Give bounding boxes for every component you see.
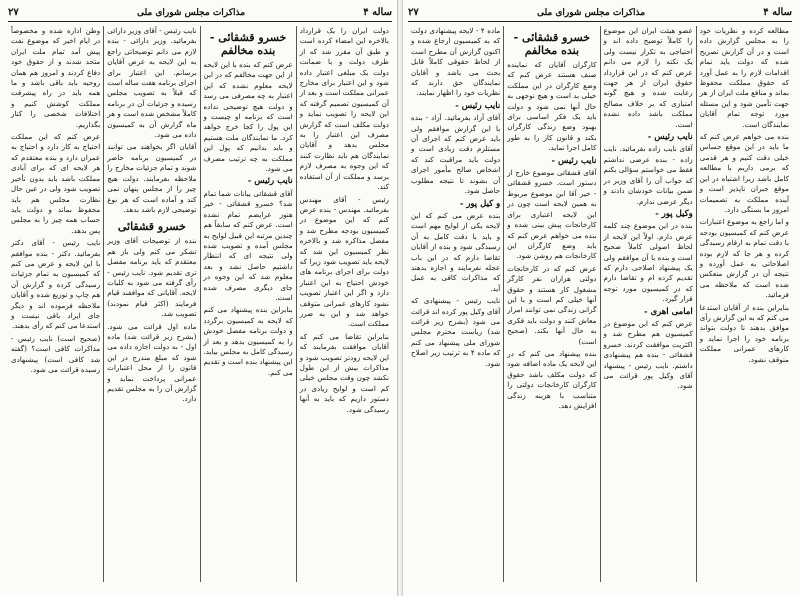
right-page-columns bbox=[408, 26, 792, 582]
speaker-label: و کیل پور - bbox=[459, 198, 501, 209]
speaker-line bbox=[604, 307, 693, 317]
speaker-heading: خسرو قشقائی - بنده مخالفم bbox=[513, 31, 591, 57]
paragraph: و اما راجع به موضوع اعتبارات عرض کنم که کمیسیون بودجه با دقت تمام به ارقام رسیدگی کرده و هر جا که لازم بوده اصلاحاتی به عمل آورده و نتیجه آن در گزارش منعکس شده است که ملاحظه می فرمائید. bbox=[699, 217, 789, 300]
paragraph: (صحیح است) نایب رئیس - مذاکرات کافی است؟ (گفته شد کافی است) پیشنهادی رسیده قرائت می شود. bbox=[11, 333, 101, 374]
speaker-label: نایب رئیس - bbox=[455, 100, 501, 111]
text-column bbox=[408, 26, 504, 582]
paragraph: نایب رئیس - آقای وزیر دارائی بفرمائید. وزیر دارائی - بنده لازم می دانم توضیحاتی راجع به این لایحه به عرض آقایان برسانم. این اعتبار برای اجرای برنامه هفت ساله است که قبلاً به تصویب مجلس رسیده و جزئیات آن در برنامه کاملاً مشخص شده است و هر ماه گزارش آن به کمیسیون داده می شود. bbox=[107, 26, 197, 140]
right-page-title: مذاکرات مجلس شورای ملی bbox=[536, 7, 646, 18]
paragraph: ماده ۴ - لایحه پیشنهادی دولت که به کمیسیون ارجاع شده و اکنون گزارش آن مطرح است از لحاظ حقوقی کاملاً قابل بحث می باشد و آقایان نمایندگان حق دارند که نظریات خود را اظهار نمایند. bbox=[411, 26, 501, 98]
speaker-line bbox=[411, 199, 500, 209]
speaker-label: نایب رئیس - bbox=[647, 132, 693, 143]
text-column bbox=[697, 26, 792, 582]
left-page-label: ساله ۴ bbox=[363, 7, 392, 18]
speaker-line bbox=[204, 176, 293, 186]
paragraph: آقای نایب زاده بفرمائید. نایب زاده - بنده عرضی نداشتم فقط می خواستم سؤالی بکنم که جواب آن را آقای وزیر در ضمن بیانات خودشان دادند و دیگر عرضی ندارم. bbox=[603, 144, 693, 206]
paragraph: بنده عرض می کنم که این لایحه یکی از لوایح مهم است و باید با دقت کامل به آن رسیدگی شود و بنده از آقایان تقاضا دارم که در این باب عجله نفرمایند و اجازه بدهند که مذاکرات کافی به عمل آید. bbox=[411, 210, 501, 293]
text-column bbox=[297, 26, 392, 582]
text-column bbox=[104, 26, 200, 582]
speaker-line bbox=[411, 101, 500, 111]
paragraph: عرض کنم که این مملکت احتیاج به کار دارد و احتیاج به عمران دارد و بنده معتقدم که هر لایحه ای که برای آبادی مملکت باشد باید بدون تأخیر تصویب شود ولی در عین حال نظارت مجلس هم باید محفوظ بماند و دولت باید حساب همه چیز را به مجلس پس بدهد. bbox=[11, 132, 101, 235]
paragraph: بنابراین بنده از آقایان استدعا می کنم که به این گزارش رأی موافق بدهند تا دولت بتواند برنامه خود را اجرا نماید و کارهای عمرانی مملکت متوقف نشود. bbox=[699, 302, 789, 364]
paragraph: آقای آزاد بفرمائید. آزاد - بنده با این گزارش موافقم ولی باید عرض کنم که اجرای آن مستلزم دقت زیادی است و دولت باید مراقبت کند که اشخاص صالح مأمور اجرای آن بشوند تا نتیجه مطلوب حاصل شود. bbox=[411, 113, 501, 196]
speaker-line bbox=[507, 156, 596, 166]
paragraph: عرض کنم که این موضوع در کمیسیون هم مطرح شد و اکثریت موافقت کردند. خسرو قشقائی - بنده هم پیشنهادی داشتم. نایب رئیس - پیشنهاد آقای وکیل پور قرائت می شود. bbox=[603, 318, 693, 391]
speaker-heading: خسرو قشقائی - بنده مخالفم bbox=[209, 31, 287, 57]
speaker-line bbox=[604, 209, 693, 219]
left-page-number: ۲۷ bbox=[8, 7, 19, 18]
paragraph: بنده در این موضوع چند کلمه عرض دارم. اولاً این لایحه از لحاظ اصولی کاملاً صحیح است و بنده با آن موافقم ولی یک پیشنهاد اصلاحی دارم که تقدیم کرده ام و تقاضا دارم که در کمیسیون مورد توجه قرار گیرد. bbox=[603, 221, 693, 304]
left-page-title: مذاکرات مجلس شورای ملی bbox=[136, 7, 246, 18]
paragraph: ماده اول قرائت می شود. (بشرح زیر قرائت شد) ماده اول - به دولت اجازه داده می شود که مبلغ مندرج در این قانون را از محل اعتبارات عمرانی پرداخت نماید و گزارش آن را به مجلس تقدیم دارد. bbox=[107, 321, 197, 404]
right-page-number: ۲۷ bbox=[408, 7, 419, 18]
speaker-line bbox=[604, 132, 693, 142]
speaker-label: نایب رئیس - bbox=[247, 176, 293, 187]
text-column bbox=[504, 26, 600, 582]
paragraph: آقایان اگر بخواهند می توانند در کمیسیون برنامه حاضر شوند و تمام جزئیات مخارج را ملاحظه بفرمایند. دولت هیچ چیز را از مجلس پنهان نمی کند و آماده است که هر نوع توضیحی لازم باشد بدهد. bbox=[107, 142, 197, 214]
left-page-header bbox=[8, 4, 392, 22]
paragraph: عرض کنم که بنده با این لایحه از این جهت مخالفم که در این لایحه معلوم نشده که این اعتبار به چه مصرفی می رسد و دولت هیچ توضیحی نداده است که برنامه او چیست و این پول را کجا خرج خواهد کرد. ما نمایندگان ملت هستیم و باید بدانیم که پول این مملکت به چه ترتیب مصرف می شود. bbox=[203, 60, 293, 174]
paragraph: عضو هیئت ایران این موضوع را کاملاً توضیح داده اند و احتیاجی به تکرار نیست ولی یک نکته را لازم می دانم عرض کنم که در این قرارداد حقوق ایران از هر جهت رعایت شده و هیچ گونه امتیازی که بر خلاف مصالح مملکت باشد داده نشده است. bbox=[603, 26, 693, 129]
text-column bbox=[201, 26, 297, 582]
paragraph: بنابراین تقاضا می کنم که آقایان موافقت بفرمایند که این لایحه زودتر تصویب شود و مذاکرات بیش از این طول نکشد چون وقت مجلس خیلی کم است و لوایح زیادی در دستور داریم که باید به آنها رسیدگی شود. bbox=[299, 331, 389, 414]
speaker-heading: خسرو قشقائی bbox=[117, 220, 186, 234]
paragraph: دولت ایران را یک قرارداد بالاخره این امضاء کرده است و طبق آن مقرر شد که از طرف دولت و با ضمانت دولت یک مبلغی اعتبار داده شود و این اعتبار برای مخارج عمرانی مملکت است و بعد از آن کمیسیون تصمیم گرفته که این لایحه را تصویب نماید و دولت مکلف است که گزارش مصرف این اعتبار را به مجلس بدهد و آقایان نمایندگان هم باید نظارت کنند که این وجوه به مصرف لازم برسد و مملکت از آن استفاده کند. bbox=[299, 26, 389, 192]
left-page-columns bbox=[8, 26, 392, 582]
paragraph: مطالعه کرده و نظریات خود را به مجلس گزارش داده است و در آن گزارش تصریح شده که دولت باید تمام اقدامات لازم را به عمل آورد که حقوق مملکت محفوظ بماند و منافع ملت ایران از هر جهت تأمین شود و این مسئله مورد توجه تمام آقایان نمایندگان است. bbox=[699, 26, 789, 129]
paragraph: بنده می خواهم عرض کنم که ما باید در این موقع حساس خیلی دقت کنیم و هر قدمی که برمی داریم با مطالعه کامل باشد زیرا اشتباه در این موقع جبران ناپذیر است و آینده مملکت به تصمیمات امروز ما بستگی دارد. bbox=[699, 132, 789, 214]
paragraph: بنده از توضیحات آقای وزیر تشکر می کنم ولی باز هم معتقدم که باید برنامه مفصل تری تقدیم شود. نایب رئیس - رأی گرفته می شود به کلیات لایحه. آقایانی که موافقند قیام فرمایند (اکثر قیام نمودند) تصویب شد. bbox=[107, 236, 197, 319]
right-page-label: ساله ۴ bbox=[763, 7, 792, 18]
text-column bbox=[601, 26, 697, 582]
paragraph: آقای قشقائی موضوع خارج از دستور است. خسرو قشقائی - خیر آقا این موضوع مربوط به همین لایحه است چون در این لایحه اعتباری برای کارخانجات پیش بینی شده و بنده می خواهم عرض کنم که باید وضع کارگران این کارخانجات هم روشن شود. bbox=[507, 168, 597, 261]
paragraph: نایب رئیس - آقای دکتر بفرمائید. دکتر - بنده موافقم با این لایحه و عرض می کنم که کمیسیون به تمام جزئیات رسیدگی کرده و گزارش آن هم چاپ و توزیع شده و آقایان ملاحظه فرموده اند و دیگر جای ایراد باقی نیست و استدعا می کنم که رأی بدهند. bbox=[11, 238, 101, 331]
right-page bbox=[400, 0, 800, 596]
paragraph: وطن اداره شده و مخصوصاً در ایام اخیر که موضوع نفت پیش آمد تمام ملت ایران متحد شدند و از حقوق خود دفاع کردند و امروز هم همان روحیه باید باقی باشد و ما همه باید در راه پیشرفت مملکت کوشش کنیم و اختلافات شخصی را کنار بگذاریم. bbox=[11, 26, 101, 129]
book-spine bbox=[397, 0, 403, 596]
paragraph: نایب رئیس - پیشنهادی که آقای وکیل پور کرده اند قرائت می شود (بشرح زیر قرائت شد) ریاست محترم مجلس شورای ملی پیشنهاد می کنم که ماده ۴ به ترتیب زیر اصلاح شود. bbox=[411, 296, 501, 368]
paragraph: کارگران آقایان که نماینده صنف هستند عرض کنم که وضع کارگران در این مملکت خیلی بد است و هیچ توجهی به حال آنها نمی شود و دولت باید یک فکر اساسی برای بهبود وضع زندگی کارگران بکند و قانون کار را به طور کامل اجرا نماید. bbox=[507, 60, 597, 153]
paragraph: آقای قشقائی بیانات شما تمام شد؟ خسرو قشقائی - خیر هنوز عرایضم تمام نشده است. عرض کنم که سابقاً هم چندین مرتبه این قبیل لوایح به مجلس آمده و تصویب شده ولی نتیجه ای که انتظار داشتیم حاصل نشد و بعد معلوم شد که این وجوه در جای دیگری مصرف شده است. bbox=[203, 188, 293, 302]
paragraph: عرض کنم که در کارخانجات دولتی هزاران نفر کارگر مشغول کار هستند و حقوق آنها خیلی کم است و با این گرانی زندگی نمی توانند امرار معاش کنند و دولت باید فکری به حال آنها بکند. (صحیح است) bbox=[507, 263, 597, 346]
speaker-label: امامی اهری - bbox=[643, 306, 693, 317]
paragraph: رئیس - آقای مهندس بفرمائید. مهندس - بنده عرض کنم که این موضوع در کمیسیون بودجه مطرح شد و مفصل مذاکره شد و بالاخره نظر کمیسیون این شد که لایحه باید تصویب شود زیرا که دولت برای اجرای برنامه های خودش احتیاج به این اعتبار دارد و اگر این اعتبار تصویب نشود کارهای عمرانی متوقف خواهد شد و این به ضرر مملکت است. bbox=[299, 194, 389, 329]
text-column bbox=[8, 26, 104, 582]
right-page-header bbox=[408, 4, 792, 22]
speaker-label: نایب رئیس - bbox=[551, 155, 597, 166]
paragraph: بنده پیشنهاد می کنم که در این لایحه یک ماده اضافه شود که دولت مکلف باشد حقوق کارگران کارخانجات دولتی را متناسب با هزینه زندگی افزایش دهد. bbox=[507, 348, 597, 410]
speaker-label: وکیل پور - bbox=[655, 208, 693, 219]
paragraph: بنابراین بنده پیشنهاد می کنم که لایحه به کمیسیون برگردد و دولت برنامه مفصل خودش را به کمیسیون بدهد و بعد از رسیدگی کامل به مجلس بیاید. این پیشنهاد بنده است و تقدیم می کنم. bbox=[203, 305, 293, 377]
